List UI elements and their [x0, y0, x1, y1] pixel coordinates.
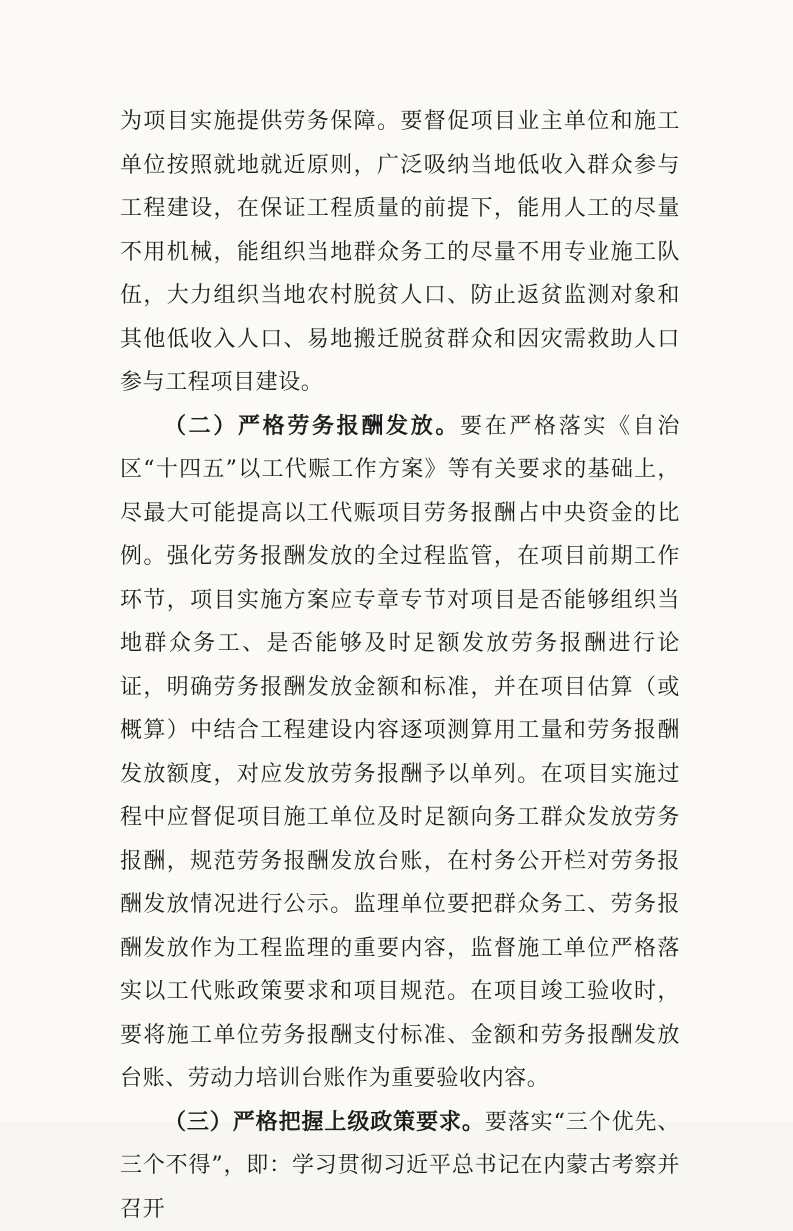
paragraph-1-text: 为项目实施提供劳务保障。要督促项目业主单位和施工单位按照就地就近原则，广泛吸纳当地低收入群众参与工程建设，在保证工程质量的前提下，能用人工的尽量不用机械，能组织当地群众务工的尽量不用专业施工队伍，大力组织当地农村脱贫人口、防止返贫监测对象和其他低收入人口、易地搬迁脱贫群众和因灾需救助人口参与工程项目建设。: [120, 109, 680, 395]
body-text: [120, 100, 680, 1231]
paragraph-1: [120, 100, 680, 405]
paragraph-3-text: 要落实“三个优先、三个不得”，即：学习贯彻习近平总书记在内蒙古考察并召开: [120, 1110, 680, 1222]
paragraph-2: [120, 405, 680, 1101]
paragraph-2-text: 要在严格落实《自治区“十四五”以工代赈工作方案》等有关要求的基础上，尽最大可能提高以工代赈项目劳务报酬占中央资金的比例。强化劳务报酬发放的全过程监管，在项目前期工作环节，项目实施方案应专章专节对项目是否能够组织当地群众务工、是否能够及时足额发放劳务报酬进行论证，明确劳务报酬发放金额和标准，并在项目估算（或概算）中结合工程建设内容逐项测算用工量和劳务报酬发放额度，对应发放劳务报酬予以单列。在项目实施过程中应督促项目施工单位及时足额向务工群众发放劳务报酬，规范劳务报酬发放台账，在村务公开栏对劳务报酬发放情况进行公示。监理单位要把群众务工、劳务报酬发放作为工程监理的重要内容，监督施工单位严格落实以工代账政策要求和项目规范。在项目竣工验收时，要将施工单位劳务报酬支付标准、金额和劳务报酬发放台账、劳动力培训台账作为重要验收内容。: [120, 414, 680, 1092]
paragraph-3-heading: （三）严格把握上级政策要求。: [164, 1109, 485, 1135]
paragraph-2-heading: （二）严格劳务报酬发放。: [164, 413, 460, 439]
paragraph-3: [120, 1101, 680, 1231]
